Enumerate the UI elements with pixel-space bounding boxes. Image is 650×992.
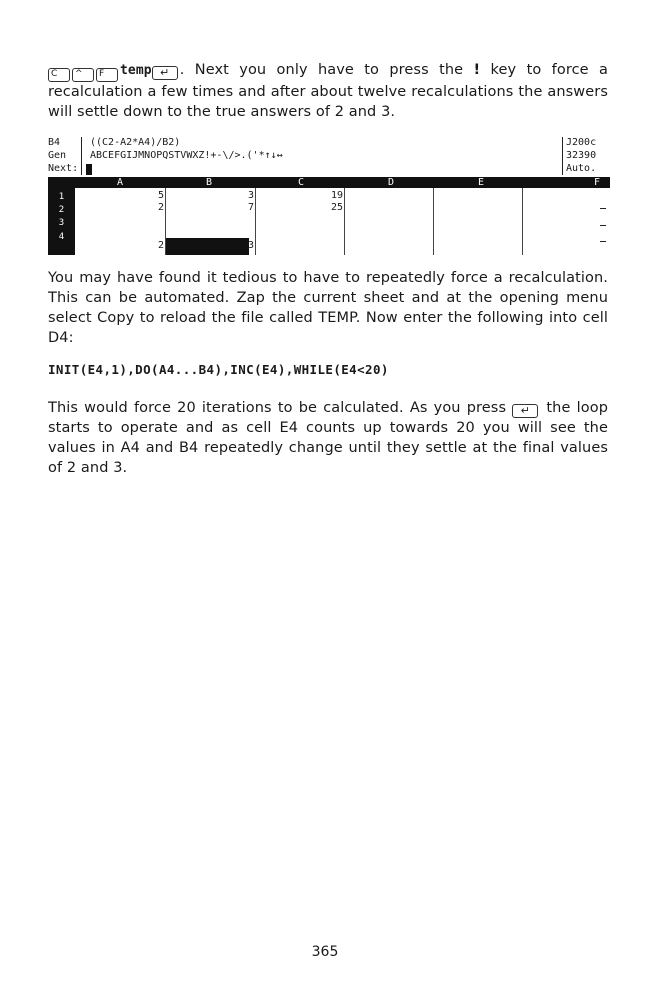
formula-code: INIT(E4,1),DO(A4...B4),INC(E4),WHILE(E4<20): [48, 362, 389, 377]
iteration-text-2: the loop starts to operate and as cell E4 counts up towards 20 you will see the values in A4 and B4 repeatedly change until they settle at the final values of 2 and 3.: [48, 400, 609, 476]
bang-key: !: [473, 62, 481, 78]
enter-key-icon: ↵: [152, 66, 178, 80]
cell-b2: 7: [247, 202, 254, 213]
column-header-b: B: [206, 177, 213, 188]
memory-indicator: J200c: [566, 137, 597, 148]
row-header-2: 2: [58, 205, 65, 215]
iteration-text-1: This would force 20 iterations to be calculated. As you press: [48, 400, 513, 416]
scroll-dash-3: [600, 241, 606, 242]
cell-b4: 3: [247, 240, 254, 251]
row-header-1: 1: [58, 192, 65, 202]
enter-key-icon-2: ↵: [512, 404, 538, 418]
column-header-a: A: [117, 177, 124, 188]
cell-a1: 5: [157, 190, 164, 201]
command-charset: ABCEFGIJMNOPQSTVWXZ!+-\/>.('*↑↓↔: [90, 150, 283, 161]
cell-c1: 19: [330, 190, 343, 201]
row-header-3: 3: [58, 218, 65, 228]
row-header-4: 4: [58, 232, 65, 242]
column-header-e: E: [478, 177, 485, 188]
scroll-dash-1: [600, 208, 606, 209]
next-label: Next:: [48, 163, 79, 174]
iteration-paragraph: [48, 398, 608, 478]
column-header-d: D: [388, 177, 395, 188]
control-key-icon: C: [48, 68, 70, 82]
cell-c2: 25: [330, 202, 343, 213]
status-divider-right: [562, 137, 563, 175]
recalc-mode: Auto.: [566, 163, 597, 174]
column-header-c: C: [298, 177, 305, 188]
column-header-f: F: [594, 177, 601, 188]
free-memory: 32390: [566, 150, 597, 161]
grid-line-ef: [522, 188, 523, 255]
shift-key-icon: ^: [72, 68, 94, 82]
cell-a2: 2: [157, 202, 164, 213]
intro-text-1: . Next you only have to press the: [179, 62, 474, 78]
temp-command: temp: [120, 63, 152, 78]
intro-text-2: key to force a recalculation a few times and after about twelve recalculations the answers will settle down to the true answers of 2 and 3.: [48, 62, 608, 120]
cell-b1: 3: [247, 190, 254, 201]
formula-display: ((C2-A2*A4)/B2): [90, 137, 181, 148]
gen-label: Gen: [48, 150, 67, 161]
status-divider-left: [81, 137, 82, 175]
grid-line-bc: [255, 188, 256, 255]
cell-ref-label: B4: [48, 137, 61, 148]
spreadsheet-screenshot: [48, 137, 608, 255]
automation-paragraph: You may have found it tedious to have to repeatedly force a recalculation. This can be automated. Zap the current sheet and at the opening menu select Copy to reload the file called TEMP. Now enter the following into cell D4:: [48, 270, 608, 346]
cell-a4: 2: [157, 240, 164, 251]
function-key-icon: F: [96, 68, 118, 82]
input-cursor: [86, 164, 92, 175]
scroll-dash-2: [600, 225, 606, 226]
grid-line-de: [433, 188, 434, 255]
page-number: 365: [311, 944, 339, 960]
column-header-band: [48, 177, 610, 188]
intro-paragraph: [48, 60, 608, 122]
grid-line-cd: [344, 188, 345, 255]
